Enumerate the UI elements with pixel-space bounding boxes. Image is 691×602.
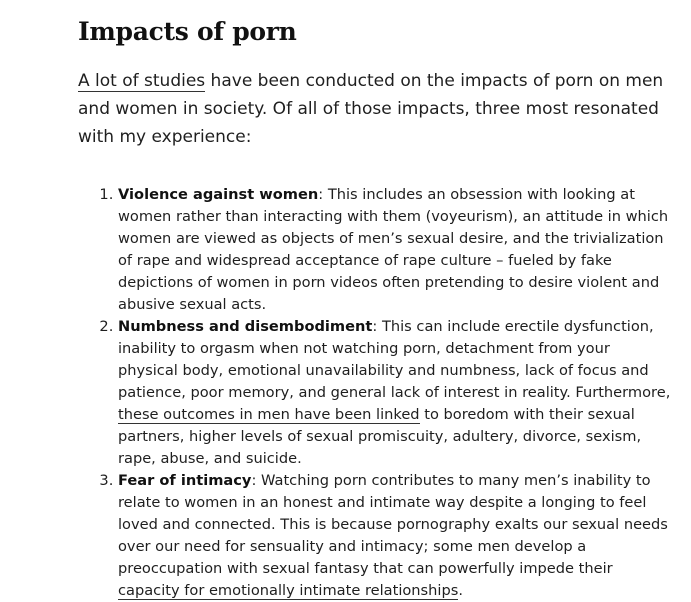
item-text-numbness-before: : This can include erectile dysfunction, inability to orgasm when not watching porn, detachment from your physical body, emotional unavailability and numbness, lack of focus and patience, poor memory, and general lack of interest in reality. Furthermore, — [118, 318, 671, 401]
studies-link[interactable]: A lot of studies — [78, 71, 206, 91]
item-text-intimacy-after: . — [458, 582, 463, 599]
list-item-numbness — [118, 316, 674, 470]
section-heading: Impacts of porn — [78, 17, 297, 46]
item-text-numbness-after: to boredom with their sexual partners, higher levels of sexual promiscuity, adultery, divorce, sexism, rape, abuse, and suicide. — [118, 406, 642, 467]
impacts-list — [78, 184, 674, 602]
outcomes-link[interactable]: these outcomes in men have been linked — [118, 406, 420, 423]
term-intimacy: Fear of intimacy — [118, 472, 252, 489]
intimacy-link[interactable]: capacity for emotionally intimate relationships — [118, 582, 459, 599]
item-text-intimacy-before: : Watching porn contributes to many men’s inability to relate to women in an honest and intimate way despite a longing to feel loved and connected. This is because pornography exalts our sexual needs over our need for sensuality and intimacy; some men develop a preoccupation with sexual fantasy that can powerfully impede their — [118, 472, 668, 577]
intro-text: have been conducted on the impacts of porn on men and women in society. Of all of those impacts, three most resonated with my experience: — [78, 71, 664, 147]
item-text-violence: : This includes an obsession with looking at women rather than interacting with them (voyeurism), an attitude in which women are viewed as objects of men’s sexual desire, and the trivialization of rape and widespread acceptance of rape culture – fueled by fake depictions of women in porn videos often pretending to desire violent and abusive sexual acts. — [118, 186, 669, 313]
intro-paragraph — [78, 67, 674, 151]
list-item-violence — [118, 184, 674, 316]
article-section — [78, 14, 674, 602]
term-numbness: Numbness and disembodiment — [118, 318, 373, 335]
term-violence: Violence against women — [118, 186, 319, 203]
list-item-intimacy — [118, 470, 674, 602]
